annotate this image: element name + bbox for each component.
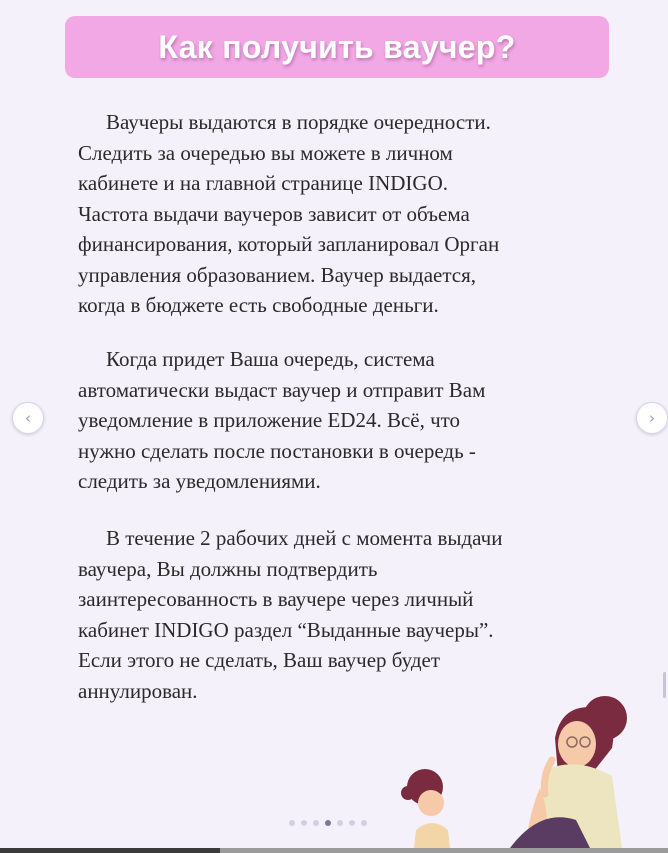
slide-title: Как получить ваучер?	[158, 28, 516, 65]
text-line: ваучера, Вы должны подтвердить	[78, 556, 378, 581]
slide-indicator-dots	[289, 820, 367, 826]
text-line: Следить за очередью вы можете в личном	[78, 140, 453, 165]
story-progress-fill	[0, 848, 220, 853]
text-line: кабинет INDIGO раздел “Выданные ваучеры”.	[78, 617, 494, 642]
child-figure	[401, 769, 450, 848]
previous-slide-button[interactable]	[12, 402, 44, 434]
text-line: нужно сделать после постановки в очередь -	[78, 438, 476, 463]
slide-dot[interactable]	[337, 820, 343, 826]
text-line: кабинете и на главной странице INDIGO.	[78, 171, 448, 195]
slide-dot[interactable]	[313, 820, 319, 826]
title-banner	[65, 16, 609, 78]
slide-dot[interactable]	[301, 820, 307, 826]
text-line: следить за уведомлениями.	[78, 469, 321, 493]
text-line: финансирования, который запланировал Орган	[78, 232, 500, 256]
slide-dot[interactable]	[289, 820, 295, 826]
text-line: аннулирован.	[78, 678, 198, 703]
text-line: В течение 2 рабочих дней с момента выдачи	[106, 526, 503, 550]
text-line: Частота выдачи ваучеров зависит от объема	[78, 201, 470, 226]
slide-dot[interactable]	[325, 820, 331, 826]
paragraph-queue-info	[78, 107, 598, 321]
slide-dot[interactable]	[349, 820, 355, 826]
text-line: Когда придет Ваша очередь, система	[106, 347, 435, 371]
text-line: когда в бюджете есть свободные деньги.	[78, 293, 439, 317]
chevron-right-icon: ›	[649, 409, 655, 427]
text-line: Если этого не сделать, Ваш ваучер будет	[78, 648, 441, 672]
mother-child-illustration	[380, 690, 668, 848]
chevron-left-icon: ‹	[25, 409, 31, 427]
text-line: заинтересованность в ваучере через личный	[78, 587, 474, 611]
slide-dot[interactable]	[361, 820, 367, 826]
paragraph-notification-info	[78, 344, 598, 497]
story-progress-bar	[0, 848, 668, 853]
paragraph-confirmation-info	[78, 523, 598, 706]
text-line: уведомление в приложение ED24. Всё, что	[78, 408, 461, 432]
next-slide-button[interactable]	[636, 402, 668, 434]
text-line: управления образованием. Ваучер выдается,	[78, 262, 477, 287]
mother-figure	[510, 696, 627, 848]
text-line: Ваучеры выдаются в порядке очередности.	[106, 110, 491, 134]
text-line: автоматически выдаст ваучер и отправит Вам	[78, 377, 486, 402]
